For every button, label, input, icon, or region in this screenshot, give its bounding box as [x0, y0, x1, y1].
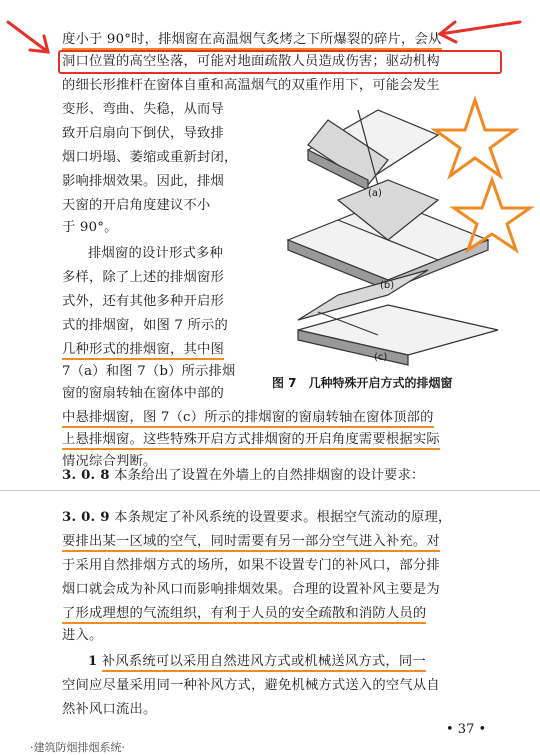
text-span: 式的排烟窗，如图 7 所示的 [62, 318, 228, 333]
clause-text: 本条给出了设置在外墙上的自然排烟窗的设计要求： [114, 468, 425, 483]
text-line: 7（a）和图 7（b）所示排烟 [62, 364, 236, 379]
text-span: 烟口就会成为补风口而影响排烟效果。合理的设置补风主要是为 [62, 582, 440, 597]
text-line: 的细长形推杆在窗体自重和高温烟气的双重作用下，可能会发生 [62, 78, 440, 93]
text-line: 多样，除了上述的排烟窗形 [62, 270, 224, 285]
clause-text: 本条规定了补风系统的设置要求。根据空气流动的原理， [114, 510, 452, 525]
window-frame-c [298, 305, 498, 355]
clause-number: 3. 0. 9 [62, 510, 110, 525]
highlighted-text: 补风系统可以采用自然进风方式或机械送风方式，同一 [102, 654, 426, 672]
item-number: 1 [88, 654, 98, 669]
text-line: 于 90°。 [62, 220, 118, 235]
text-line [62, 408, 502, 428]
footer-fragment: ·建筑防烟排烟系统· [30, 741, 125, 754]
annotation-box [58, 50, 502, 74]
figure-label-b: (b) [380, 280, 395, 291]
text-line [62, 30, 502, 50]
highlighted-text: 上悬排烟窗。这些特殊开启方式排烟窗的开启角度需要根据实际 [62, 432, 440, 450]
text-line: 天窗的开启角度建议不小 [62, 198, 211, 213]
text-line: 进入。 [62, 628, 103, 643]
text-line [62, 580, 502, 600]
text-line: 然补风口流出。 [62, 702, 157, 717]
figure-7 [268, 90, 508, 390]
figure-label-c: (c) [374, 352, 388, 363]
window-illustration [268, 90, 508, 390]
clause-3-0-9 [62, 508, 502, 528]
text-line: 式外，还有其他多种开启形 [62, 294, 224, 309]
text-line [62, 532, 502, 552]
text-line: 排烟窗的设计形式多种 [88, 246, 223, 261]
text-line: 影响排烟效果。因此，排烟 [62, 174, 224, 189]
list-item-1 [88, 652, 528, 672]
highlighted-text: 了形成理想的气流组织，有利于人员的安全疏散和消防人员的 [62, 606, 426, 624]
text-line [62, 340, 262, 360]
section-divider [0, 490, 540, 491]
highlighted-text: 度小于 90°时，排烟窗在高温烟气炙烤之下所爆裂的碎片，会从 [62, 32, 442, 50]
text-line [62, 604, 502, 624]
page-number: • 37 • [446, 722, 487, 737]
text-line: 致开启扇向下倒伏，导致排 [62, 126, 224, 141]
text-span: 洞口位置的高空坠落，可能对地面疏散人员造成伤害；驱动机构 [62, 54, 440, 69]
text-line: 烟口坍塌、萎缩或重新封闭， [62, 150, 238, 165]
arrow-icon [8, 22, 48, 52]
text-line [62, 430, 502, 450]
text-line [62, 316, 262, 336]
highlighted-text: 中悬排烟窗，图 7（c）所示的排烟窗的窗扇转轴在窗体顶部的 [62, 410, 434, 428]
figure-caption: 图 7 几种特殊开启方式的排烟窗 [272, 376, 453, 390]
text-line: 情况综合判断。 [62, 454, 157, 469]
text-line: 于采用自然排烟方式的场所，如果不设置专门的补风口，部分排 [62, 558, 440, 573]
text-line: 窗的窗扇转轴在窗体中部的 [62, 386, 224, 401]
highlighted-text: 几种形式的排烟窗，其中图 [62, 342, 224, 360]
highlighted-text: 要排出某一区域的空气，同时需要有另一部分空气进入补充。对 [62, 534, 440, 552]
text-line: 变形、弯曲、失稳，从而导 [62, 102, 224, 117]
clause-number: 3. 0. 8 [62, 468, 110, 483]
clause-3-0-8 [62, 466, 502, 486]
text-line: 空间应尽量采用同一种补风方式，避免机械方式送入的空气从自 [62, 678, 440, 693]
figure-label-a: (a) [368, 188, 382, 199]
